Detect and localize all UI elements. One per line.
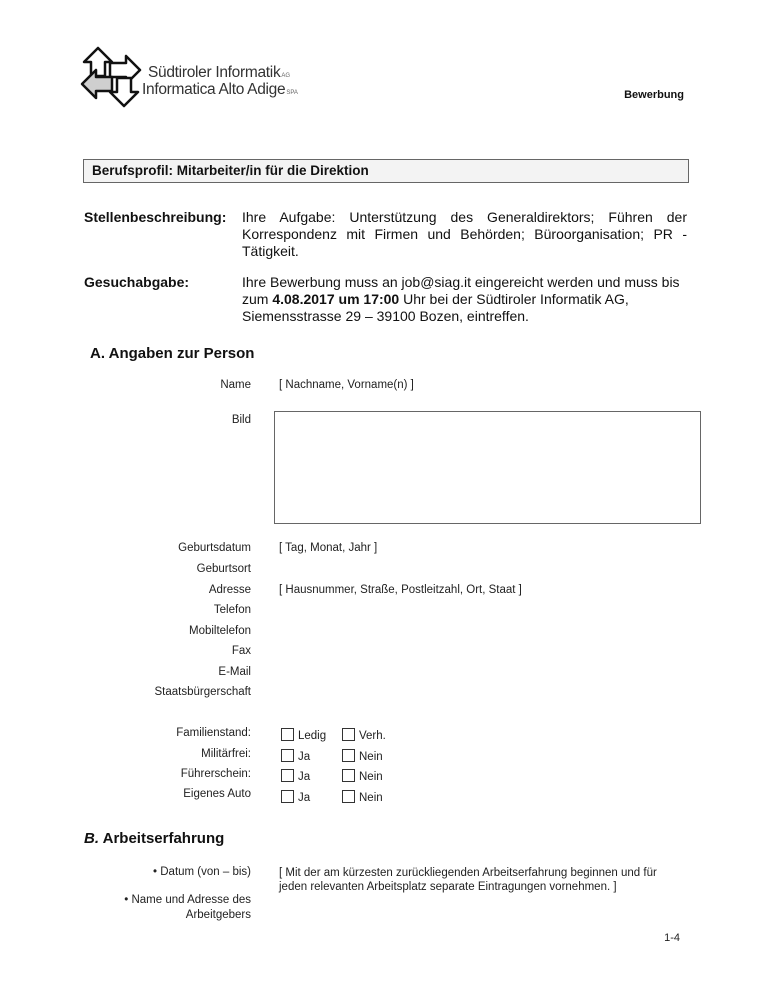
option-label: Nein [359,751,383,763]
address-value[interactable]: [ Hausnummer, Straße, Postleitzahl, Ort, Staat ] [279,584,522,596]
checkbox-license-ja[interactable] [281,769,310,783]
phone-label: Telefon [213,604,251,616]
birthplace-label: Geburtsort [196,563,251,575]
employer-label-line1: • Name und Adresse des [124,894,251,906]
checkbox-icon[interactable] [281,728,294,741]
email-label: E-Mail [218,666,251,678]
military-label: Militärfrei: [201,748,251,760]
option-label: Ledig [298,730,327,742]
option-label: Ja [298,751,311,763]
fax-label: Fax [231,645,251,657]
checkbox-car-ja[interactable] [281,790,310,804]
license-label: Führerschein: [180,768,251,780]
name-label: Name [220,379,251,391]
checkbox-military-ja[interactable] [281,749,310,763]
checkbox-military-nein[interactable] [342,749,383,763]
option-label: Ja [298,792,311,804]
option-label: Verh. [359,730,386,742]
logo-line2: Informatica Alto Adige [142,81,286,98]
checkbox-icon[interactable] [342,769,355,782]
name-value[interactable]: [ Nachname, Vorname(n) ] [279,379,414,391]
submission-text-part2: Uhr bei der Südtiroler Informatik AG, Siemensstrasse 29 – 39100 Bozen, eintreffen. [242,291,629,324]
photo-box[interactable] [274,411,701,524]
checkbox-ledig[interactable] [281,728,326,742]
mobile-label: Mobiltelefon [188,625,251,637]
option-label: Nein [359,792,383,804]
photo-label: Bild [231,414,251,426]
checkbox-icon[interactable] [342,790,355,803]
logo-line1-suffix: AG [281,73,291,79]
checkbox-icon[interactable] [281,749,294,762]
checkbox-icon[interactable] [342,749,355,762]
birthdate-value[interactable]: [ Tag, Monat, Jahr ] [279,542,378,554]
citizenship-label: Staatsbürgerschaft [154,686,251,698]
checkbox-car-nein[interactable] [342,790,383,804]
job-description-label: Stellenbeschreibung: [84,209,227,225]
submission-label: Gesuchabgabe: [84,274,190,290]
submission-text-part1: Ihre Bewerbung muss an job@siag.it eingereicht werden und muss bis zum [242,274,680,307]
section-b-letter: B. [84,830,99,847]
marital-status-label: Familienstand: [176,727,251,739]
checkbox-icon[interactable] [281,790,294,803]
employer-label [86,893,251,923]
birthdate-label: Geburtsdatum [178,542,251,554]
logo-text-it [142,81,298,99]
four-arrows-logo-icon [80,46,142,108]
checkbox-icon[interactable] [281,769,294,782]
work-instruction: [ Mit der am kürzesten zurückliegenden Arbeitserfahrung beginnen und für jeden relevanten Arbeitsplatz separate Eintragungen vornehmen. ] [279,867,657,893]
page-number: 1-4 [664,932,680,944]
section-b-title [84,830,224,847]
employer-label-line2: Arbeitgebers [185,909,251,921]
job-description-text: Ihre Aufgabe: Unterstützung des Generaldirektors; Führen der Korrespondenz mit Firmen und Behörden; Büroorganisation; PR - Tätigkeit. [242,209,687,259]
document-type: Bewerbung [624,89,684,101]
address-label: Adresse [208,584,251,596]
own-car-label: Eigenes Auto [183,788,251,800]
profile-title-box: Berufsprofil: Mitarbeiter/in für die Direktion [83,159,689,183]
option-label: Ja [298,771,311,783]
logo-line2-suffix: SPA [286,90,298,96]
checkbox-license-nein[interactable] [342,769,383,783]
section-a-title: A. Angaben zur Person [90,345,255,362]
checkbox-icon[interactable] [342,728,355,741]
checkbox-verh[interactable] [342,728,386,742]
option-label: Nein [359,771,383,783]
section-b-title-text: Arbeitserfahrung [99,830,225,847]
work-date-label: • Datum (von – bis) [153,866,251,878]
submission-deadline: 4.08.2017 um 17:00 [272,291,400,307]
company-logo [80,46,320,108]
submission-text [242,274,687,325]
logo-line1: Südtiroler Informatik [148,64,281,81]
logo-text-de [148,64,290,82]
